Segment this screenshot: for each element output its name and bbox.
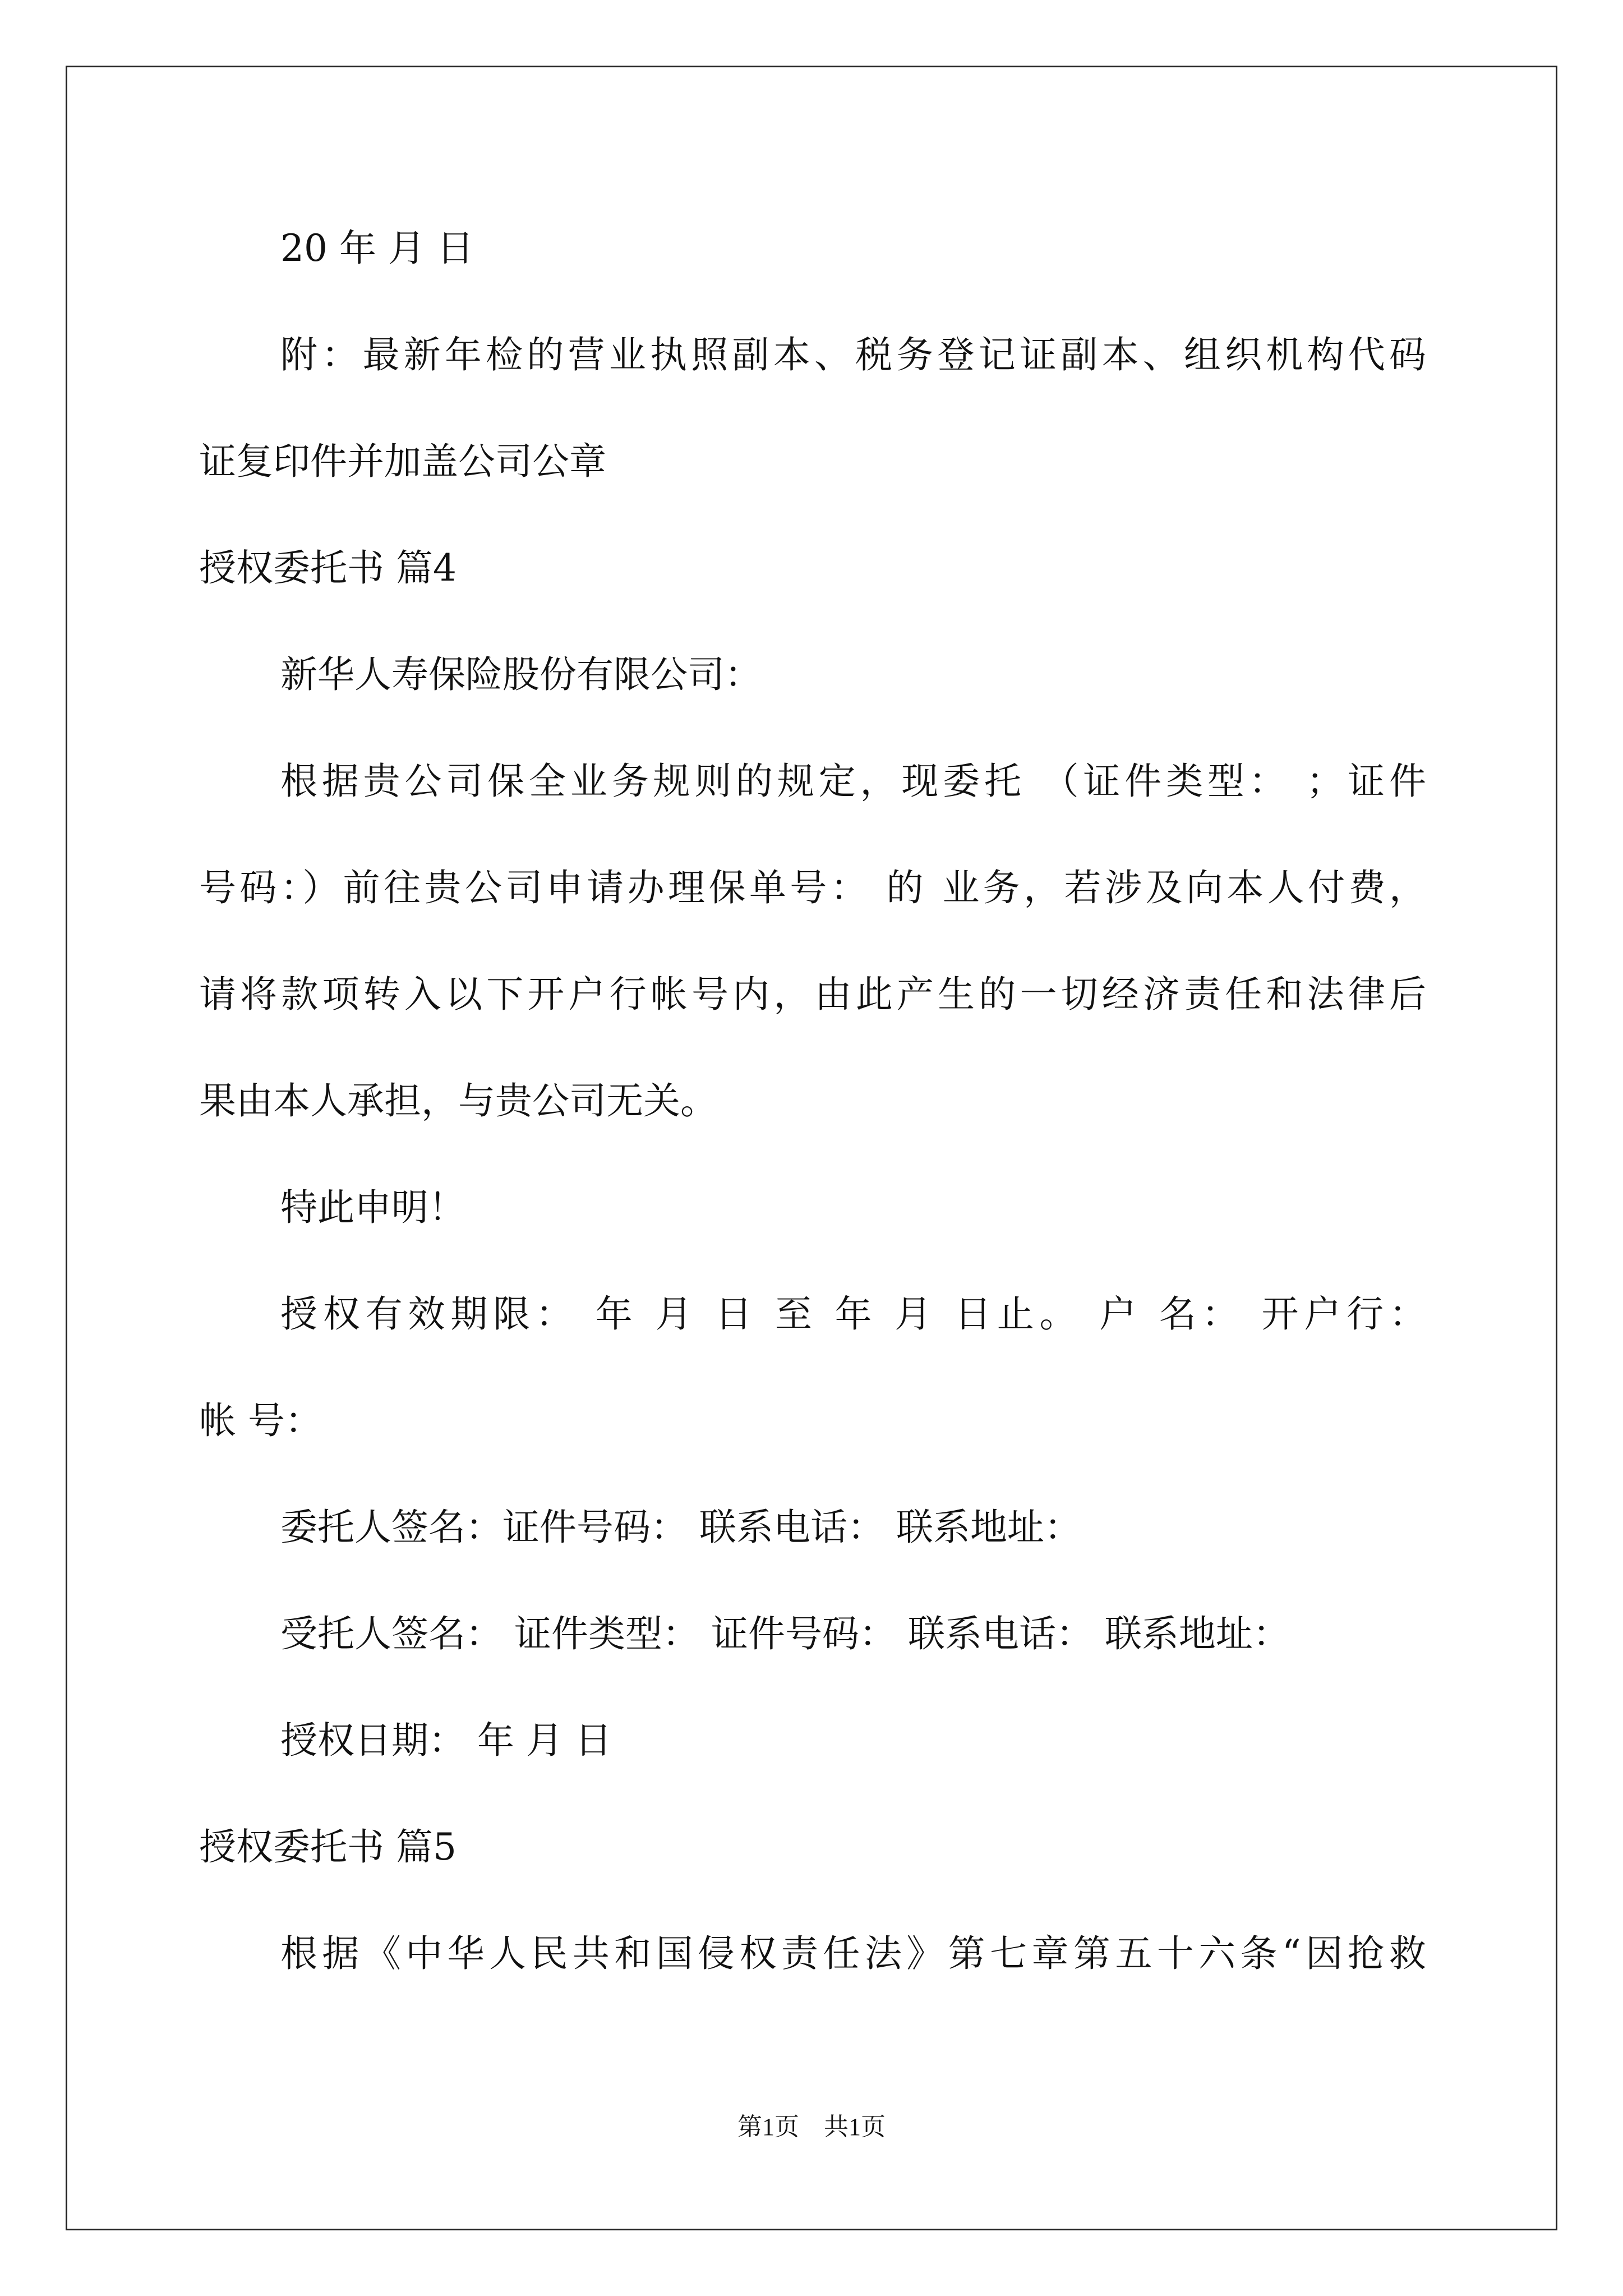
authorization-date-line: 授权日期： 年 月 日 — [280, 1719, 612, 1762]
validity-line: 授权有效期限： 年 月 日 至 年 月 日止。 户 名： 开户行： — [280, 1292, 1426, 1336]
account-line: 帐 号： — [199, 1399, 322, 1442]
section-heading-4: 授权委托书 篇4 — [199, 546, 457, 590]
declaration-line: 特此申明！ — [280, 1186, 465, 1229]
date-line: 20 年 月 日 — [280, 227, 474, 270]
page-border — [66, 66, 1557, 2230]
body-line-4: 果由本人承担，与贵公司无关。 — [199, 1079, 717, 1122]
principal-signature-line: 委托人签名：证件号码： 联系电话： 联系地址： — [280, 1506, 1081, 1549]
body-line-3: 请将款项转入以下开户行帐号内，由此产生的一切经济责任和法律后 — [199, 973, 1426, 1016]
section-heading-5: 授权委托书 篇5 — [199, 1825, 457, 1869]
agent-signature-line: 受托人签名： 证件类型： 证件号码： 联系电话： 联系地址： — [280, 1612, 1290, 1655]
attachment-line-2: 证复印件并加盖公司公章 — [199, 440, 606, 483]
addressee-line: 新华人寿保险股份有限公司： — [280, 653, 762, 696]
section5-body-line-1: 根据《中华人民共和国侵权责任法》第七章第五十六条“因抢救 — [280, 1932, 1426, 1975]
body-line-2: 号码：）前往贵公司申请办理保单号： 的 业务，若涉及向本人付费， — [199, 866, 1426, 909]
attachment-line-1: 附：最新年检的营业执照副本、税务登记证副本、组织机构代码 — [280, 333, 1426, 376]
page-footer: 第1页 共1页 — [737, 2113, 886, 2141]
body-line-1: 根据贵公司保全业务规则的规定，现委托 （证件类型： ；证件 — [280, 760, 1426, 803]
